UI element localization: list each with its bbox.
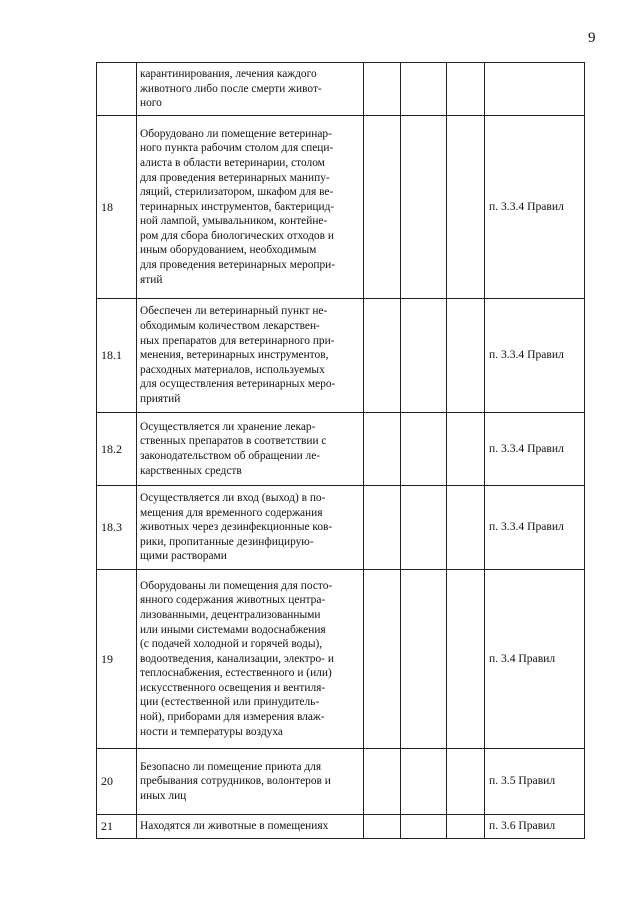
question-line: иным оборудованием, необходимым [140, 244, 317, 257]
question-line: законодательством об обращении ле- [140, 450, 321, 462]
answer-no-cell [401, 413, 447, 486]
question-text [137, 749, 364, 815]
answer-yes-cell [364, 413, 401, 486]
question-line: Находятся ли животные в помещениях [140, 820, 329, 833]
question-line: ственных препаратов в соответствии с [140, 435, 327, 448]
question-line: мещения для временного содержания [140, 506, 323, 519]
answer-yes-cell [364, 63, 401, 116]
answer-no-cell [401, 63, 447, 116]
question-text [137, 486, 364, 570]
page-number: 9 [588, 30, 596, 46]
question-line: ных препаратов для ветеринарного при- [140, 334, 335, 347]
answer-na-cell [447, 749, 485, 815]
question-line: теплоснабжения, естественного и (или) [140, 667, 332, 680]
table-row [97, 749, 585, 815]
answer-no-cell [401, 815, 447, 839]
question-line: менения, ветеринарных инструментов, [140, 349, 329, 362]
answer-no-cell [401, 299, 447, 413]
question-text [137, 116, 364, 299]
row-number: 18.2 [97, 413, 137, 486]
row-number: 19 [97, 570, 137, 749]
rule-reference: п. 3.6 Правил [485, 815, 585, 839]
row-number: 18.1 [97, 299, 137, 413]
table-row [97, 486, 585, 570]
question-line: янного содержания животных центра- [140, 594, 326, 607]
question-line: ции (естественной или принудитель- [140, 696, 320, 709]
answer-na-cell [447, 299, 485, 413]
question-line: искусственного освещения и вентиля- [140, 681, 326, 694]
question-line: Обеспечен ли ветеринарный пункт не- [140, 305, 328, 318]
row-number [97, 63, 137, 116]
answer-na-cell [447, 570, 485, 749]
question-line: алиста в области ветеринарии, столом [140, 156, 325, 169]
answer-no-cell [401, 749, 447, 815]
answer-no-cell [401, 486, 447, 570]
answer-yes-cell [364, 116, 401, 299]
answer-yes-cell [364, 815, 401, 839]
answer-na-cell [447, 815, 485, 839]
row-number: 21 [97, 815, 137, 839]
question-line: Осуществляется ли хранение лекар- [140, 420, 316, 433]
rule-reference: п. 3.5 Правил [485, 749, 585, 815]
question-line: Безопасно ли помещение приюта для [140, 760, 322, 773]
question-line: для осуществления ветеринарных меро- [140, 378, 336, 391]
question-line: расходных материалов, используемых [140, 363, 325, 376]
question-line: щими растворами [140, 550, 227, 563]
question-line: ной), приборами для измерения влаж- [140, 711, 325, 724]
rule-reference: п. 3.3.4 Правил [485, 116, 585, 299]
question-line: ности и температуры воздуха [140, 725, 283, 738]
rule-reference: п. 3.3.4 Правил [485, 413, 585, 486]
answer-yes-cell [364, 486, 401, 570]
rule-reference: п. 3.3.4 Правил [485, 299, 585, 413]
answer-na-cell [447, 486, 485, 570]
question-line: ром для сбора биологических отходов и [140, 229, 334, 242]
answer-na-cell [447, 116, 485, 299]
answer-yes-cell [364, 299, 401, 413]
question-line: водоотведения, канализации, электро- и [140, 652, 334, 665]
answer-na-cell [447, 413, 485, 486]
question-line: пребывания сотрудников, волонтеров и [140, 775, 331, 788]
answer-na-cell [447, 63, 485, 116]
table-row [97, 63, 585, 116]
question-line: Осуществляется ли вход (выход) в по- [140, 492, 326, 505]
question-line: рики, пропитанные дезинфицирую- [140, 535, 314, 548]
answer-yes-cell [364, 749, 401, 815]
question-text [137, 413, 364, 486]
question-text [137, 570, 364, 749]
row-number: 20 [97, 749, 137, 815]
question-text [137, 299, 364, 413]
question-line: Оборудовано ли помещение ветеринар- [140, 127, 332, 140]
question-line: ного пункта рабочим столом для специ- [140, 142, 334, 155]
question-line: ляций, стерилизатором, шкафом для ве- [140, 186, 334, 199]
table-row [97, 116, 585, 299]
rule-reference [485, 63, 585, 116]
table-row [97, 815, 585, 839]
answer-no-cell [401, 116, 447, 299]
row-number: 18 [97, 116, 137, 299]
table-row [97, 413, 585, 486]
question-line: для проведения ветеринарных меропри- [140, 259, 336, 272]
table-row [97, 570, 585, 749]
question-line: для проведения ветеринарных манипу- [140, 171, 330, 184]
question-line: теринарных инструментов, бактерицид- [140, 200, 335, 213]
question-line: или иными системами водоснабжения [140, 623, 326, 636]
table-row [97, 299, 585, 413]
row-number: 18.3 [97, 486, 137, 570]
rule-reference: п. 3.3.4 Правил [485, 486, 585, 570]
question-line: (с подачей холодной и горячей воды), [140, 638, 323, 651]
question-line: карантинирования, лечения каждого [140, 68, 317, 81]
question-line: обходимым количеством лекарствен- [140, 320, 320, 333]
question-line: карственных средств [140, 464, 242, 477]
question-line: приятий [140, 392, 181, 405]
question-line: животных через дезинфекционные ков- [140, 521, 333, 534]
question-line: ного [140, 97, 162, 110]
rule-reference: п. 3.4 Правил [485, 570, 585, 749]
question-line: иных лиц [140, 789, 187, 802]
question-line: Оборудованы ли помещения для посто- [140, 579, 333, 592]
question-text [137, 63, 364, 116]
question-line: ной лампой, умывальником, контейне- [140, 215, 328, 228]
question-text [137, 815, 364, 839]
answer-yes-cell [364, 570, 401, 749]
question-line: животного либо после смерти живот- [140, 82, 322, 95]
answer-no-cell [401, 570, 447, 749]
question-line: ятий [140, 273, 163, 286]
question-line: лизованными, децентрализованными [140, 608, 321, 621]
checklist-table [96, 62, 585, 839]
